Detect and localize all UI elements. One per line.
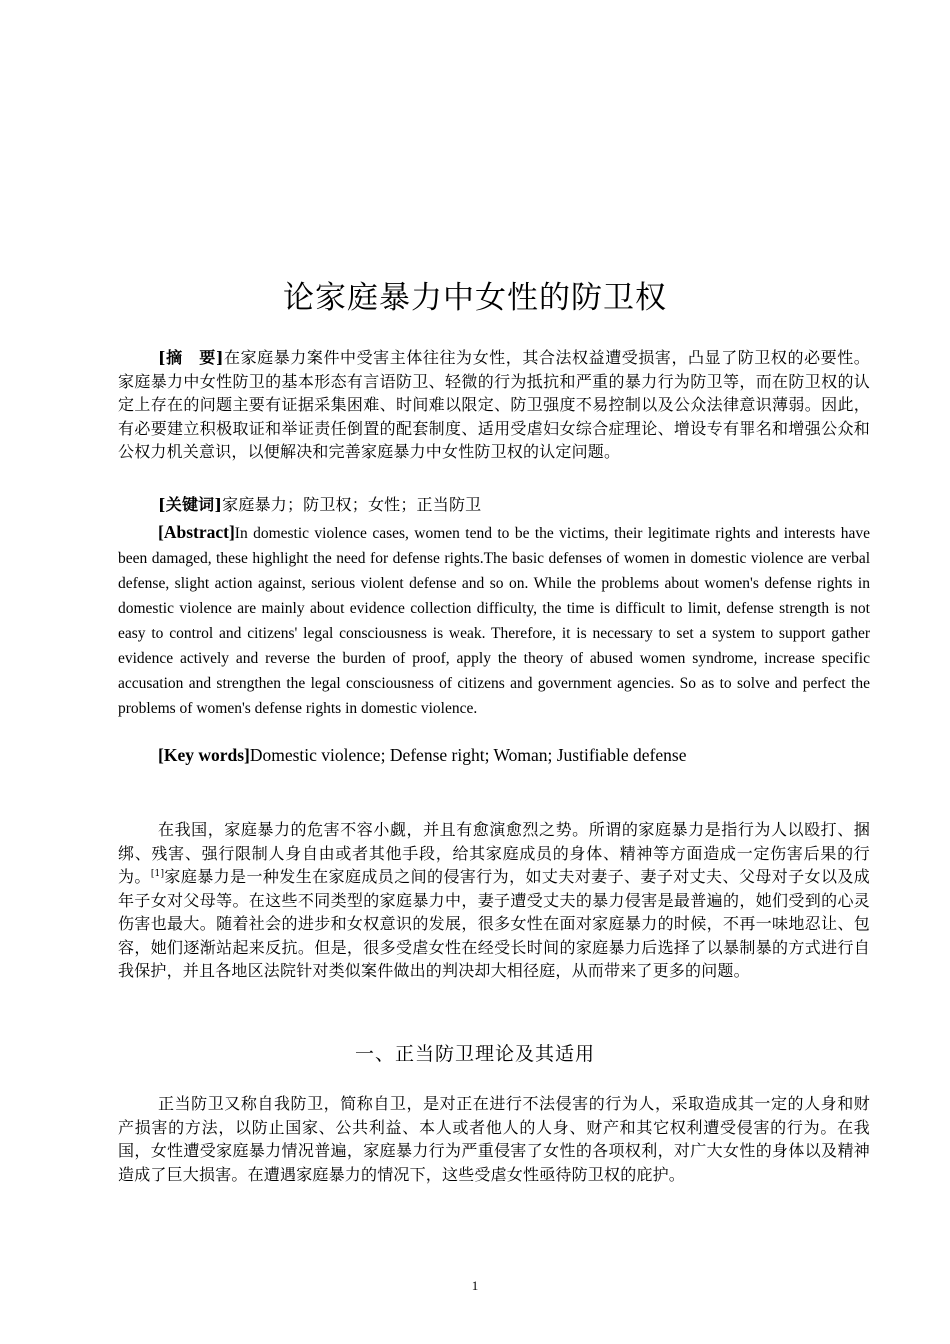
- abstract-cn: [118, 346, 870, 464]
- abstract-en-label: [Abstract]: [158, 522, 235, 542]
- page-number: 1: [471, 1278, 479, 1293]
- keywords-en-label: [Key words]: [158, 745, 250, 765]
- keywords-en: [118, 742, 870, 768]
- keywords-cn-label: [关键词]: [158, 495, 223, 514]
- abstract-cn-text: 在家庭暴力案件中受害主体往往为女性，其合法权益遭受损害，凸显了防卫权的必要性。家庭暴力中女性防卫的基本形态有言语防卫、轻微的行为抵抗和严重的暴力行为防卫等，而在防卫权的认定上存在的问题主要有证据采集困难、时间难以限定、防卫强度不易控制以及公众法律意识薄弱。因此，有必要建立积极取证和举证责任倒置的配套制度、适用受虐妇女综合症理论、增设专有罪名和增强公众和公权力机关意识，以便解决和完善家庭暴力中女性防卫权的认定问题。: [118, 348, 870, 461]
- keywords-en-text: Domestic violence; Defense right; Woman; Justifiable defense: [249, 745, 687, 765]
- abstract-en: [118, 520, 870, 721]
- keywords-cn: [118, 493, 870, 517]
- section-heading: 一、正当防卫理论及其适用: [354, 1043, 595, 1065]
- intro-text-part2: 家庭暴力是一种发生在家庭成员之间的侵害行为，如丈夫对妻子、妻子对丈夫、父母对子女以及成年子女对父母等。在这些不同类型的家庭暴力中，妻子遭受丈夫的暴力侵害是最普遍的，她们受到的心灵伤害也最大。随着社会的进步和女权意识的发展，很多女性在面对家庭暴力的时候，不再一味地忍让、包容，她们逐渐站起来反抗。但是，很多受虐女性在经受长时间的家庭暴力后选择了以暴制暴的方式进行自我保护，并且各地区法院针对类似案件做出的判决却大相径庭，从而带来了更多的问题。: [118, 867, 870, 980]
- abstract-en-text: In domestic violence cases, women tend to be the victims, their legitimate rights and interests have been damaged, these highlight the need for defense rights.The basic defenses of women in domestic violence are verbal defense, slight action against, serious violent defense and so on. While the problems about women's defense rights in domestic violence are mainly about evidence collection difficulty, the time is difficult to limit, defense strength is not easy to control and citizens' legal consciousness is weak. Therefore, it is necessary to set a system to support gather evidence actively and reverse the burden of proof, apply the theory of abused women syndrome, increase specific accusation and strengthen the legal consciousness of citizens and government agencies. So as to solve and perfect the problems of women's defense rights in domestic violence.: [118, 525, 870, 717]
- keywords-cn-text: 家庭暴力；防卫权；女性；正当防卫: [222, 495, 482, 514]
- abstract-cn-label: [摘 要]: [158, 348, 224, 367]
- intro-paragraph: [118, 818, 870, 983]
- intro-text-part1: 在我国，家庭暴力的危害不容小觑，并且有愈演愈烈之势。所谓的家庭暴力是指行为人以殴打、捆绑、残害、强行限制人身自由或者其他手段，给其家庭成员的身体、精神等方面造成一定伤害后果的行为。: [118, 820, 870, 886]
- document-title: 论家庭暴力中女性的防卫权: [283, 280, 667, 316]
- section1-paragraph: 正当防卫又称自我防卫，简称自卫，是对正在进行不法侵害的行为人，采取造成其一定的人身和财产损害的方法，以防止国家、公共利益、本人或者他人的人身、财产和其它权利遭受侵害的行为。在我国，女性遭受家庭暴力情况普遍，家庭暴力行为严重侵害了女性的各项权利，对广大女性的身体以及精神造成了巨大损害。在遭遇家庭暴力的情况下，这些受虐女性亟待防卫权的庇护。: [118, 1094, 870, 1184]
- footnote-reference[interactable]: [1]: [150, 869, 165, 879]
